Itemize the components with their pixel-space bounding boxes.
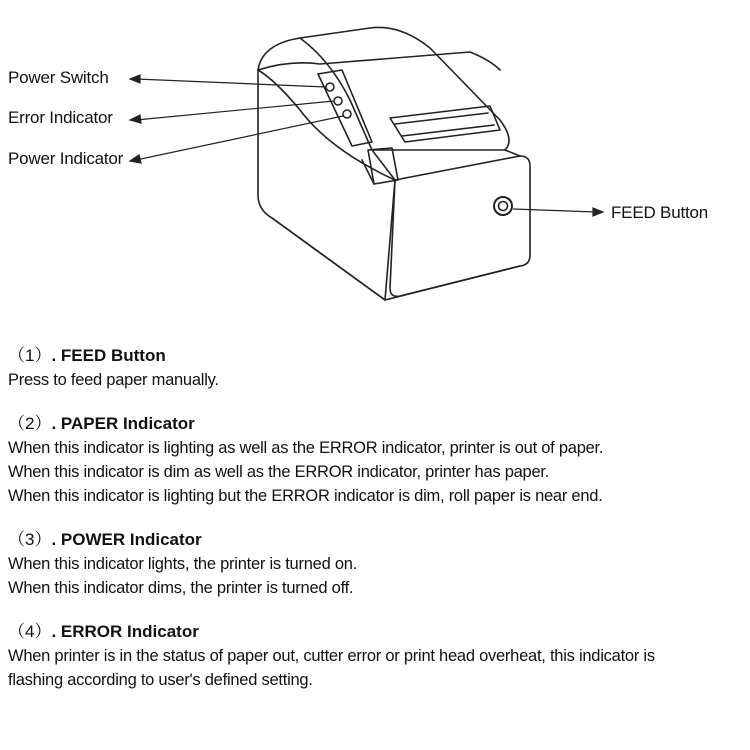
- printer-top-cover: [258, 27, 509, 150]
- section-title: . POWER Indicator: [51, 530, 202, 549]
- section-number: （2）: [8, 414, 52, 433]
- section-number: （4）: [8, 622, 52, 641]
- printer-diagram: [0, 0, 750, 330]
- section-line: When this indicator is lighting as well as the ERROR indicator, printer is out of paper.: [8, 439, 604, 457]
- section-heading: [8, 528, 748, 552]
- section-title: . FEED Button: [51, 346, 166, 365]
- power-indicator-dot: [343, 110, 351, 118]
- section-number: （3）: [8, 530, 52, 549]
- callout-power-indicator: Power Indicator: [8, 149, 124, 168]
- section-line: When this indicator is lighting but the ERROR indicator is dim, roll paper is near end.: [8, 487, 603, 505]
- section-feed-button: [8, 344, 748, 392]
- section-line: When printer is in the status of paper out, cutter error or print head overheat, this indicator is: [8, 647, 655, 665]
- printer-side-panel: [258, 70, 395, 300]
- section-title: . ERROR Indicator: [51, 622, 199, 641]
- description-sections: [8, 344, 748, 692]
- section-paper-indicator: [8, 412, 748, 508]
- printer-front-face: [390, 156, 530, 296]
- section-number: （1）: [8, 346, 52, 365]
- section-heading: [8, 412, 748, 436]
- callout-feed-button: FEED Button: [611, 203, 709, 222]
- section-title: . PAPER Indicator: [51, 414, 195, 433]
- section-power-indicator: [8, 528, 748, 600]
- section-line: When this indicator is dim as well as the ERROR indicator, printer has paper.: [8, 463, 550, 481]
- power-switch-dot: [326, 83, 334, 91]
- feed-button-graphic: [494, 197, 512, 215]
- section-line: When this indicator dims, the printer is turned off.: [8, 579, 354, 597]
- section-heading: [8, 344, 748, 368]
- leader-feed-button: [513, 209, 596, 212]
- leader-power-indicator: [136, 116, 343, 160]
- paper-slot: [390, 106, 500, 142]
- section-line: When this indicator lights, the printer is turned on.: [8, 555, 358, 573]
- leader-power-switch: [136, 79, 326, 87]
- section-error-indicator: [8, 620, 748, 692]
- error-indicator-dot: [334, 97, 342, 105]
- section-heading: [8, 620, 748, 644]
- section-line: Press to feed paper manually.: [8, 371, 219, 389]
- callout-power-switch: Power Switch: [8, 68, 109, 87]
- section-line: flashing according to user's defined setting.: [8, 671, 313, 689]
- callout-error-indicator: Error Indicator: [8, 108, 113, 127]
- leader-error-indicator: [136, 101, 334, 120]
